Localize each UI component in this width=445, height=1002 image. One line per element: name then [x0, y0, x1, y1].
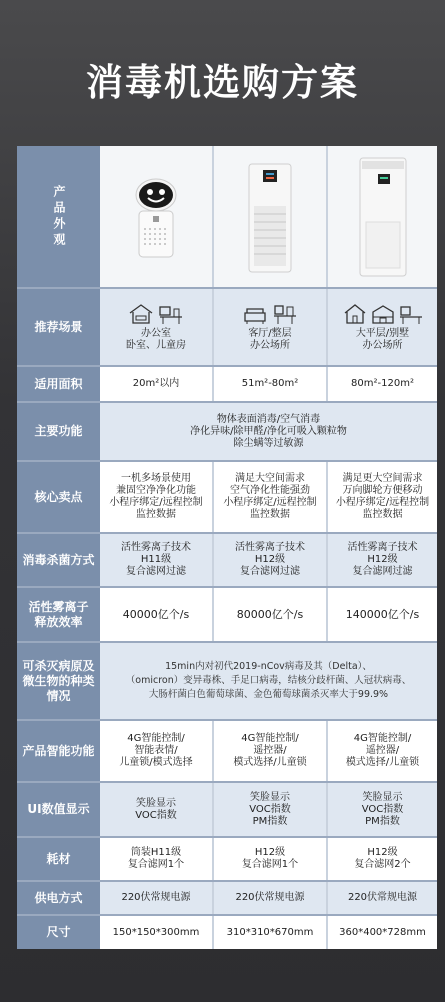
ui-display-row	[17, 783, 437, 836]
scene-icons-3	[343, 303, 423, 325]
office-desk-icon	[399, 303, 423, 325]
scene-text: 办公场所	[250, 339, 290, 351]
consumable-line: H12级	[367, 847, 398, 858]
consumable-line: 筒装H11级	[130, 847, 182, 858]
efficiency-label-text: 活性雾离子释放效率	[28, 599, 89, 629]
disinfect-cell-1	[100, 534, 212, 586]
selling-line: 小程序绑定/远程控制	[109, 497, 203, 508]
size-cell-1: 150*150*300mm	[100, 916, 212, 949]
comparison-table	[17, 146, 437, 949]
product-image-medium	[214, 146, 326, 287]
power-cell-1: 220伏常规电源	[100, 882, 212, 914]
virus-cell	[100, 643, 437, 719]
virus-line: 大肠杆菌白色葡萄球菌、金色葡萄球菌杀灭率大于99.9%	[148, 689, 389, 700]
size-cell-3: 360*400*728mm	[328, 916, 437, 949]
product-image-small	[100, 146, 212, 287]
consumable-cell-3	[328, 838, 437, 880]
smart-line: 模式选择/儿童锁	[345, 757, 420, 768]
size-label: 尺寸	[17, 916, 100, 949]
ui-display-line: VOC指数	[249, 803, 291, 815]
disinfect-line: 活性雾离子技术	[235, 542, 305, 553]
ui-display-cell-3	[328, 783, 437, 836]
villa-icon	[371, 303, 395, 325]
selling-cell-1	[100, 462, 212, 532]
ui-display-cell-1	[100, 783, 212, 836]
consumable-line: H12级	[254, 847, 286, 858]
disinfect-line: 复合滤网过滤	[352, 566, 413, 577]
large-purifier-image	[348, 152, 418, 282]
scene-text: 卧室、儿童房	[126, 339, 186, 351]
selling-line: 小程序绑定/远程控制	[335, 497, 430, 508]
scene-cell-3	[328, 289, 437, 365]
selling-line: 满足大空间需求	[235, 473, 305, 484]
selling-label: 核心卖点	[17, 462, 100, 532]
main-function-line: 物体表面消毒/空气消毒	[216, 413, 321, 425]
selling-cell-2	[214, 462, 326, 532]
disinfect-row	[17, 534, 437, 586]
scene-row	[17, 289, 437, 365]
selling-line: 兼固空净净化功能	[116, 485, 196, 496]
appearance-label-text: 产品外观	[52, 184, 66, 249]
size-cell-2: 310*310*670mm	[214, 916, 326, 949]
scene-cell-1	[100, 289, 212, 365]
consumable-row	[17, 838, 437, 880]
ui-display-line: 笑脸显示	[362, 791, 403, 803]
consumable-line: 复合滤网1个	[127, 859, 185, 870]
smart-row	[17, 721, 437, 781]
ui-display-line: VOC指数	[135, 809, 177, 821]
appearance-row	[17, 146, 437, 287]
smart-line: 儿童锁/模式选择	[119, 757, 193, 768]
scene-text: 办公室	[141, 327, 171, 339]
area-cell-1: 20m²以内	[100, 367, 212, 401]
disinfect-line: 活性雾离子技术	[121, 542, 191, 553]
virus-row	[17, 643, 437, 719]
selling-line: 小程序绑定/远程控制	[223, 497, 317, 508]
smart-cell-3	[328, 721, 437, 781]
small-purifier-image	[121, 167, 191, 267]
disinfect-label: 消毒杀菌方式	[17, 534, 100, 586]
page-title: 消毒机选购方案	[86, 61, 359, 104]
smart-line: 4G智能控制/	[241, 733, 299, 744]
scene-icons-1	[128, 303, 184, 325]
smart-line: 4G智能控制/	[127, 733, 185, 744]
virus-label-text: 可杀灭病原及微生物的种类情况	[22, 658, 95, 703]
ui-display-line: 笑脸显示	[250, 791, 290, 803]
selling-line: 监控数据	[362, 509, 403, 520]
area-row	[17, 367, 437, 401]
disinfect-cell-2	[214, 534, 326, 586]
selling-line: 满足更大空间需求	[342, 473, 423, 484]
product-image-large	[328, 146, 437, 287]
virus-label	[17, 643, 100, 719]
selling-line: 一机多场景使用	[121, 473, 191, 484]
ui-display-line: PM指数	[365, 815, 400, 827]
area-cell-3: 80m²-120m²	[328, 367, 437, 401]
disinfect-line: 复合滤网过滤	[126, 566, 186, 577]
main-function-line: 除尘螨等过敏源	[233, 437, 304, 449]
ui-display-line: PM指数	[252, 815, 288, 827]
virus-line: 15min内对初代2019-nCov病毒及其（Delta）、	[165, 661, 372, 672]
smart-label: 产品智能功能	[17, 721, 100, 781]
disinfect-line: H12级	[367, 554, 398, 565]
efficiency-cell-1: 40000亿个/s	[100, 588, 212, 641]
disinfect-line: H11级	[140, 554, 172, 565]
smart-cell-2	[214, 721, 326, 781]
scene-text: 客厅/整层	[248, 327, 292, 339]
ui-display-cell-2	[214, 783, 326, 836]
scene-icons-2	[242, 303, 298, 325]
disinfect-line: 复合滤网过滤	[240, 566, 300, 577]
consumable-label: 耗材	[17, 838, 100, 880]
efficiency-cell-2: 80000亿个/s	[214, 588, 326, 641]
main-function-label: 主要功能	[17, 403, 100, 460]
house-icon	[343, 303, 367, 325]
selling-row	[17, 462, 437, 532]
ui-display-line: 笑脸显示	[136, 797, 176, 809]
efficiency-row	[17, 588, 437, 641]
disinfect-cell-3	[328, 534, 437, 586]
scene-label: 推荐场景	[17, 289, 100, 365]
scene-text: 办公场所	[362, 339, 403, 351]
main-function-row	[17, 403, 437, 460]
virus-line: （omicron）变异毒株、手足口病毒，结核分歧杆菌、人冠状病毒、	[125, 675, 412, 686]
selling-line: 监控数据	[136, 509, 176, 520]
smart-line: 4G智能控制/	[353, 733, 412, 744]
consumable-cell-2	[214, 838, 326, 880]
ui-display-label: UI数值显示	[17, 783, 100, 836]
consumable-line: 复合滤网1个	[241, 859, 299, 870]
power-label: 供电方式	[17, 882, 100, 914]
smart-line: 智能表情/	[134, 745, 178, 756]
power-cell-2: 220伏常规电源	[214, 882, 326, 914]
consumable-line: 复合滤网2个	[354, 859, 411, 870]
area-label: 适用面积	[17, 367, 100, 401]
scene-cell-2	[214, 289, 326, 365]
ui-display-line: VOC指数	[361, 803, 404, 815]
sofa-icon	[242, 303, 268, 325]
disinfect-line: 活性雾离子技术	[347, 542, 418, 553]
appearance-label	[17, 146, 100, 287]
smart-line: 模式选择/儿童锁	[233, 757, 307, 768]
selling-line: 万向脚轮方便移动	[342, 485, 423, 496]
area-cell-2: 51m²-80m²	[214, 367, 326, 401]
home-bed-icon	[128, 303, 154, 325]
disinfect-line: H12级	[254, 554, 286, 565]
medium-purifier-image	[235, 156, 305, 278]
selling-line: 空气净化性能强劲	[230, 485, 310, 496]
selling-line: 监控数据	[250, 509, 290, 520]
selling-cell-3	[328, 462, 437, 532]
office-chair-icon	[272, 303, 298, 325]
office-desk-icon	[158, 303, 184, 325]
power-cell-3: 220伏常规电源	[328, 882, 437, 914]
efficiency-cell-3: 140000亿个/s	[328, 588, 437, 641]
power-row	[17, 882, 437, 914]
size-row	[17, 916, 437, 949]
smart-cell-1	[100, 721, 212, 781]
efficiency-label	[17, 588, 100, 641]
main-function-line: 净化异味/除甲醛/净化可吸入颗粒物	[190, 425, 347, 437]
smart-line: 遥控器/	[253, 745, 287, 756]
main-function-cell	[100, 403, 437, 460]
scene-text: 大平层/别墅	[355, 327, 410, 339]
consumable-cell-1	[100, 838, 212, 880]
smart-line: 遥控器/	[365, 745, 400, 756]
